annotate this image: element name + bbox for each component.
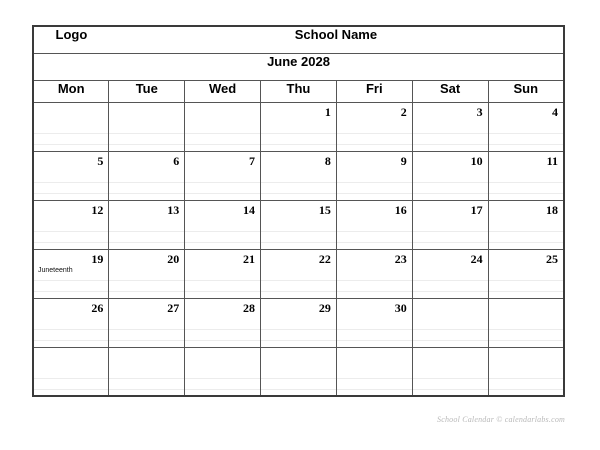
writing-rule [413,389,488,390]
writing-rule [413,231,488,232]
day-cell[interactable] [336,249,412,298]
writing-rule [261,329,336,330]
week-row [33,200,564,249]
weekday-header-sun [488,80,564,102]
weekday-header-wed [185,80,261,102]
writing-rule [109,280,184,281]
writing-rule [337,193,412,194]
week-row [33,347,564,396]
logo-label: Logo [55,27,88,42]
day-cell[interactable] [336,200,412,249]
day-number: 2 [400,104,407,119]
writing-rule [489,389,563,390]
writing-rule [337,144,412,145]
day-number [337,348,412,364]
writing-rule [185,182,260,183]
day-number: 25 [546,251,558,266]
writing-rule [261,340,336,341]
writing-rule [34,389,108,390]
day-cell[interactable] [109,298,185,347]
day-number [489,348,563,364]
day-cell[interactable] [412,102,488,151]
day-number: 24 [470,251,483,266]
day-number: 9 [400,153,407,168]
day-number: 18 [546,202,558,217]
week-row [33,151,564,200]
day-event: Juneteenth [38,266,73,274]
day-number [109,348,184,364]
weekday-label: Mon [57,80,85,96]
day-number: 17 [470,202,483,217]
writing-rule [261,182,336,183]
writing-rule [34,182,108,183]
day-cell[interactable] [261,298,337,347]
writing-rule [413,182,488,183]
writing-rule [34,133,108,134]
writing-rule [261,291,336,292]
day-cell[interactable] [33,298,109,347]
day-number: 14 [243,202,256,217]
day-number [109,103,184,119]
day-cell[interactable] [185,347,261,396]
writing-rule [185,133,260,134]
day-number: 6 [173,153,180,168]
day-cell[interactable] [33,249,109,298]
writing-rule [185,242,260,243]
day-cell[interactable] [109,249,185,298]
writing-rule [34,291,108,292]
day-number [34,103,108,119]
day-number: 22 [318,251,331,266]
writing-rule [337,378,412,379]
day-number: 12 [91,202,104,217]
writing-rule [337,389,412,390]
day-number: 21 [243,251,256,266]
day-cell[interactable] [261,102,337,151]
day-cell[interactable] [109,347,185,396]
writing-rule [109,329,184,330]
writing-rule [337,280,412,281]
writing-rule [489,144,563,145]
day-number: 10 [470,153,483,168]
writing-rule [185,280,260,281]
writing-rule [261,280,336,281]
writing-rule [109,144,184,145]
writing-rule [413,329,488,330]
writing-rule [337,340,412,341]
writing-rule [185,389,260,390]
day-cell[interactable] [336,151,412,200]
day-number: 13 [167,202,180,217]
calendar-table [32,25,565,397]
writing-rule [34,242,108,243]
writing-rule [261,242,336,243]
day-number: 8 [324,153,331,168]
weekday-label: Tue [135,80,158,96]
writing-rule [109,340,184,341]
writing-rule [109,291,184,292]
writing-rule [337,133,412,134]
day-cell[interactable] [261,151,337,200]
day-cell[interactable] [261,249,337,298]
writing-rule [413,133,488,134]
day-cell[interactable] [185,249,261,298]
weekday-header-mon [33,80,109,102]
writing-rule [489,133,563,134]
day-number [185,103,260,119]
day-cell[interactable] [488,151,564,200]
writing-rule [34,144,108,145]
day-cell[interactable] [488,102,564,151]
day-cell[interactable] [488,298,564,347]
day-cell[interactable] [412,347,488,396]
day-cell[interactable] [412,249,488,298]
day-number [489,299,563,315]
writing-rule [489,378,563,379]
day-number: 5 [97,153,104,168]
calendar-table-wrapper [32,25,565,388]
day-cell[interactable] [412,200,488,249]
writing-rule [185,378,260,379]
writing-rule [109,389,184,390]
day-cell[interactable] [109,200,185,249]
writing-rule [261,133,336,134]
school-name-cell[interactable] [109,26,564,53]
writing-rule [185,231,260,232]
writing-rule [413,242,488,243]
day-cell[interactable] [261,200,337,249]
day-cell[interactable] [185,200,261,249]
day-number: 11 [546,153,558,168]
week-row [33,249,564,298]
day-cell[interactable] [261,347,337,396]
writing-rule [489,280,563,281]
writing-rule [34,280,108,281]
writing-rule [185,291,260,292]
writing-rule [413,280,488,281]
writing-rule [109,182,184,183]
school-name-label: School Name [294,27,378,42]
month-title-row [33,53,564,80]
weekday-header-thu [261,80,337,102]
day-cell[interactable] [33,151,109,200]
writing-rule [489,231,563,232]
day-cell[interactable] [488,200,564,249]
writing-rule [489,340,563,341]
day-cell[interactable] [185,298,261,347]
writing-rule [337,242,412,243]
day-number [261,348,336,364]
weekday-label: Sat [440,80,461,96]
day-number: 30 [394,300,407,315]
writing-rule [413,340,488,341]
day-number [34,348,108,364]
day-number: 28 [243,300,256,315]
writing-rule [109,231,184,232]
week-row [33,102,564,151]
day-cell[interactable] [336,102,412,151]
writing-rule [489,242,563,243]
writing-rule [109,133,184,134]
writing-rule [413,193,488,194]
day-cell[interactable] [109,151,185,200]
writing-rule [34,329,108,330]
writing-rule [261,193,336,194]
writing-rule [185,193,260,194]
writing-rule [489,182,563,183]
day-cell[interactable] [185,102,261,151]
writing-rule [489,291,563,292]
day-number: 15 [318,202,331,217]
day-number [185,348,260,364]
writing-rule [413,291,488,292]
day-cell[interactable] [336,298,412,347]
title-row [33,26,564,53]
day-cell[interactable] [488,249,564,298]
writing-rule [261,231,336,232]
writing-rule [109,378,184,379]
writing-rule [185,340,260,341]
writing-rule [261,378,336,379]
day-cell[interactable] [33,347,109,396]
day-number: 27 [167,300,180,315]
weekday-label: Sun [513,80,539,96]
weekday-label: Fri [365,80,383,96]
writing-rule [337,329,412,330]
logo-cell[interactable] [33,26,109,53]
weekday-label: Wed [209,80,237,96]
day-number: 7 [249,153,256,168]
writing-rule [337,182,412,183]
writing-rule [489,193,563,194]
writing-rule [413,378,488,379]
day-number: 3 [476,104,483,119]
week-row [33,298,564,347]
day-cell[interactable] [109,102,185,151]
day-cell[interactable] [33,200,109,249]
month-title-cell [33,53,564,80]
writing-rule [489,329,563,330]
footer-credit: School Calendar © calendarlabs.com [437,415,565,424]
day-number: 26 [91,300,104,315]
writing-rule [413,144,488,145]
writing-rule [34,378,108,379]
day-number: 20 [167,251,180,266]
day-number: 29 [318,300,331,315]
writing-rule [34,231,108,232]
writing-rule [261,389,336,390]
day-number: 23 [394,251,407,266]
day-cell[interactable] [185,151,261,200]
day-cell[interactable] [33,102,109,151]
writing-rule [261,144,336,145]
day-number: 16 [394,202,407,217]
writing-rule [109,193,184,194]
weekday-header-fri [336,80,412,102]
day-number: 19 [91,251,104,266]
day-cell[interactable] [412,298,488,347]
day-number [413,299,488,315]
day-cell[interactable] [336,347,412,396]
page-title: June 2028 [267,53,330,69]
writing-rule [34,193,108,194]
weekday-header-tue [109,80,185,102]
writing-rule [34,340,108,341]
day-number: 1 [324,104,331,119]
day-cell[interactable] [488,347,564,396]
writing-rule [185,144,260,145]
weekday-header-sat [412,80,488,102]
writing-rule [185,329,260,330]
weekday-label: Thu [286,80,311,96]
day-cell[interactable] [412,151,488,200]
day-number: 4 [552,104,558,119]
day-number [413,348,488,364]
weekday-header-row [33,80,564,102]
writing-rule [109,242,184,243]
writing-rule [337,291,412,292]
writing-rule [337,231,412,232]
